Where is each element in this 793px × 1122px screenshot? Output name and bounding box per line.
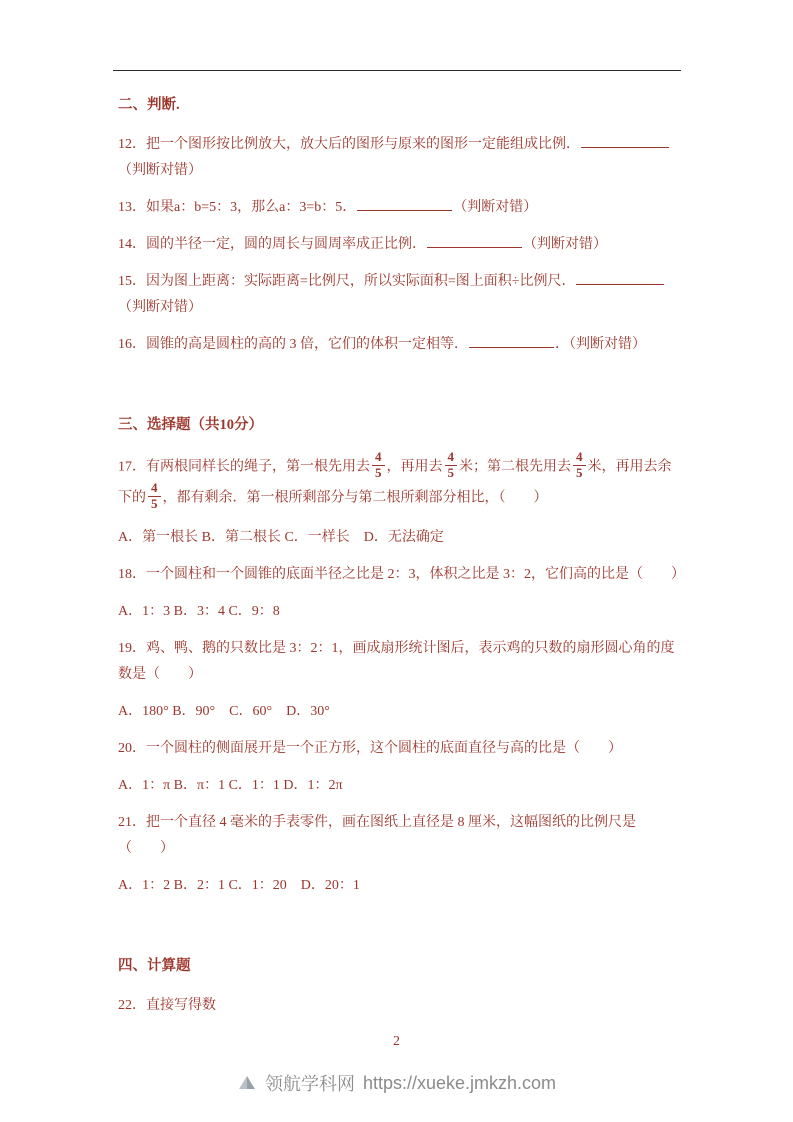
text-run: 四、计算题 [118, 957, 191, 974]
text-run: 20．一个圆柱的侧面展开是一个正方形，这个圆柱的底面直径与高的比是（ ） [118, 740, 622, 756]
fraction-denominator: 5 [447, 464, 454, 480]
text-run: 14．圆的半径一定，圆的周长与圆周率成正比例． [118, 237, 426, 252]
footer-url[interactable]: https://xueke.jmkzh.com [362, 1072, 557, 1093]
question-options [118, 525, 683, 551]
text-run: ．（判断对错） [555, 337, 646, 352]
question-text [118, 636, 683, 688]
text-run: 19．鸡、鸭、鹅的只数比是 3：2：1，画成扇形统计图后，表示鸡的只数的扇形圆心角的度数是（ ） [118, 640, 675, 682]
question-options [118, 773, 683, 799]
answer-blank-line [576, 272, 664, 285]
text-run: 22．直接写得数 [118, 997, 216, 1013]
text-run: （判断对错） [523, 237, 607, 252]
text-run: A．1：3 B．3：4 C．9：8 [118, 603, 280, 619]
question-text [118, 562, 683, 588]
text-run: A．180° B．90° C．60° D．30° [118, 703, 330, 719]
header-rule [113, 70, 681, 71]
section-heading [118, 412, 683, 438]
text-run: 米，再用去余下的 [118, 459, 672, 506]
site-logo-icon [237, 1073, 257, 1093]
fraction-numerator: 4 [148, 481, 161, 497]
text-run: ，都有剩余．第一根所剩部分与第二根所剩部分相比，（ ） [162, 490, 548, 506]
text-run: 16．圆锥的高是圆柱的高的 3 倍，它们的体积一定相等． [118, 337, 468, 352]
page-number: 2 [393, 1034, 400, 1049]
question-text [118, 449, 683, 514]
question-text [118, 132, 683, 184]
text-run: 12．把一个图形按比例放大，放大后的图形与原来的图形一定能组成比例． [118, 137, 580, 152]
text-run: 18．一个圆柱和一个圆锥的底面半径之比是 2：3，体积之比是 3：2，它们高的比是（ ） [118, 566, 685, 582]
section-heading [118, 953, 683, 979]
text-run: A．1：π B．π：1 C．1：1 D．1：2π [118, 777, 343, 793]
question-text [118, 810, 683, 862]
question-options [118, 873, 683, 899]
question-options [118, 599, 683, 625]
text-run: 21．把一个直径 4 毫米的手表零件，画在图纸上直径是 8 厘米，这幅图纸的比例尺是（ ） [118, 814, 636, 856]
answer-blank-line [581, 135, 669, 148]
text-run: （判断对错） [118, 300, 202, 315]
text-run: 二、判断. [118, 97, 180, 113]
text-run: 米；第二根先用去 [459, 459, 571, 475]
document-content [118, 88, 683, 1030]
text-run: A．第一根长 B．第二根长 C．一样长 D．无法确定 [118, 529, 444, 545]
fraction-denominator: 5 [576, 464, 583, 480]
fraction-numerator: 4 [372, 450, 385, 466]
question-text [118, 195, 683, 221]
fraction-numerator: 4 [445, 450, 458, 466]
question-text [118, 269, 683, 321]
text-run: A．1：2 B．2：1 C．1：20 D．20：1 [118, 877, 360, 893]
fraction-denominator: 5 [375, 464, 382, 480]
fraction [573, 450, 586, 481]
text-run: （判断对错） [118, 163, 202, 178]
text-run: 三、选择题（共10分） [118, 417, 263, 433]
fraction [148, 481, 161, 512]
text-run: 13．如果a：b=5：3，那么a：3=b：5． [118, 200, 357, 215]
answer-blank-line [469, 335, 554, 348]
text-run: （判断对错） [453, 200, 538, 215]
section-heading [118, 92, 683, 118]
answer-blank-line [427, 235, 522, 248]
fraction [445, 450, 458, 481]
answer-blank-line [357, 198, 452, 211]
footer-site-name: 领航学科网 [264, 1074, 355, 1094]
text-run: 17．有两根同样长的绳子，第一根先用去 [118, 459, 370, 475]
text-run: ，再用去 [386, 459, 443, 475]
question-options [118, 699, 683, 725]
question-text [118, 232, 683, 258]
fraction-numerator: 4 [573, 450, 586, 466]
fraction [372, 450, 385, 481]
question-text [118, 332, 683, 358]
footer-watermark [0, 1070, 793, 1096]
fraction-denominator: 5 [151, 495, 158, 511]
question-text [118, 736, 683, 762]
text-run: 15．因为图上距离：实际距离=比例尺，所以实际面积=图上面积÷比例尺． [118, 274, 576, 289]
question-text [118, 993, 683, 1019]
